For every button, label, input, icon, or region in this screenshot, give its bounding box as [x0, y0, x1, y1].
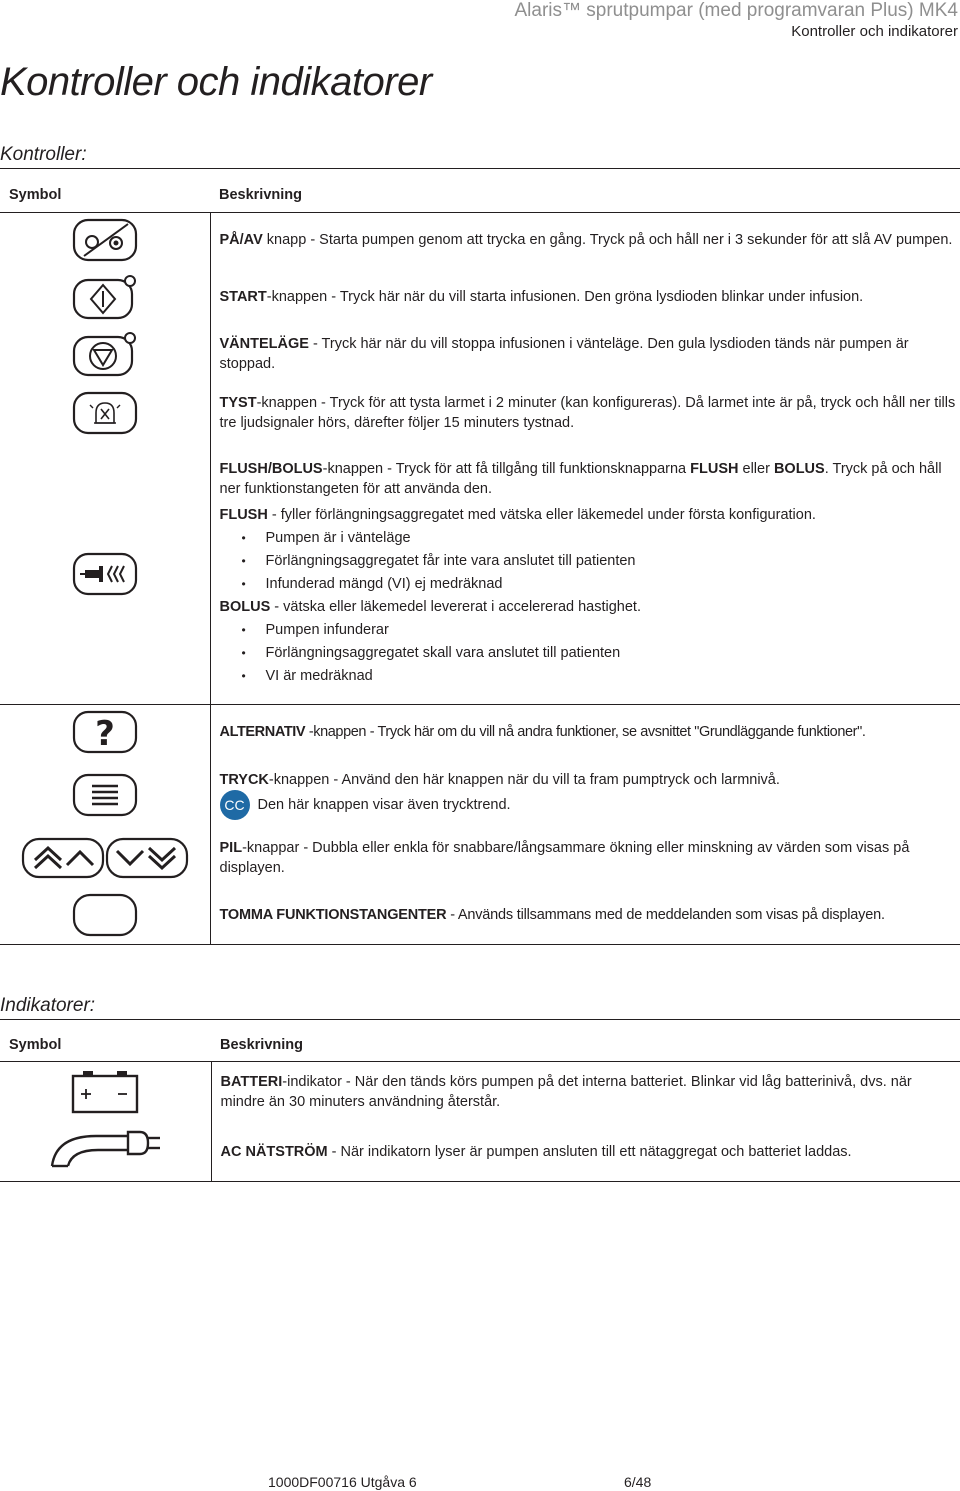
description-cell	[210, 704, 960, 760]
list-item: • Pumpen är i vänteläge	[220, 528, 957, 548]
flush-bolus-intro: -knappen - Tryck för att få tillgång till funktionsknapparna	[322, 460, 691, 477]
bolus-conditions-list	[220, 620, 957, 686]
bolus-keyword: BOLUS	[773, 460, 825, 477]
svg-text:?: ?	[94, 714, 115, 755]
list-item: • VI är medräknad	[220, 666, 957, 686]
power-icon	[0, 218, 210, 262]
symbol-cell	[0, 830, 210, 886]
flush-bolus-label: FLUSH/BOLUS	[219, 460, 323, 477]
arrow-keys-label: PIL	[219, 840, 243, 856]
description-column-header: Beskrivning	[210, 178, 960, 212]
ac-power-description: - När indikatorn lyser är pumpen ansluten till ett nätaggregat och batteriet laddas.	[327, 1143, 852, 1160]
document-id: 1000DF00716 Utgåva 6	[268, 1474, 417, 1490]
table-row	[0, 1123, 960, 1181]
list-item: • Pumpen infunderar	[220, 620, 957, 640]
flush-keyword: FLUSH	[690, 460, 739, 477]
description-cell	[210, 382, 960, 444]
ac-power-label: AC NÄTSTRÖM	[220, 1143, 328, 1160]
power-description: knapp - Starta pumpen genom att trycka en gång. Tryck på och håll ner i 3 sekunder för att slå AV pumpen.	[262, 232, 953, 249]
flush-bolus-icon	[0, 552, 210, 596]
softkey-icon	[0, 893, 210, 937]
description-cell	[211, 1061, 960, 1123]
indicators-table	[0, 1029, 960, 1182]
cc-badge-icon: CC	[220, 790, 250, 820]
silence-label: TYST	[219, 395, 257, 411]
symbol-cell	[0, 326, 210, 382]
bolus-description: - vätska eller läkemedel levererat i accelererad hastighet.	[270, 598, 641, 615]
ac-power-icon	[0, 1128, 211, 1176]
indicators-heading: Indikatorer:	[0, 995, 96, 1016]
symbol-cell	[0, 382, 210, 444]
flush-label: FLUSH	[219, 506, 268, 523]
flush-conditions-list	[220, 528, 957, 594]
pressure-description: -knappen - Använd den här knappen när du vill ta fram pumptryck och larmnivå.	[268, 772, 780, 788]
battery-description: -indikator - När den tänds körs pumpen på det interna batteriet. Blinkar vid låg batterinivå, dvs. när mindre än 30 minuters användning återstår.	[220, 1074, 912, 1111]
controls-table-header	[0, 178, 960, 212]
description-cell	[210, 268, 960, 326]
arrow-keys-description: -knappar - Dubbla eller enkla för snabbare/långsammare ökning eller minskning av värden som visas på displayen.	[219, 840, 910, 876]
indicators-table-header	[0, 1029, 960, 1061]
description-column-header: Beskrivning	[211, 1029, 960, 1061]
table-row	[0, 760, 960, 830]
table-row	[0, 886, 960, 944]
cc-description: Den här knappen visar även trycktrend.	[257, 796, 511, 813]
start-description: -knappen - Tryck här när du vill starta infusionen. Den gröna lysdioden blinkar under infusion.	[266, 289, 864, 305]
or-text: eller	[738, 460, 774, 477]
controls-heading: Kontroller:	[0, 144, 87, 165]
symbol-cell	[0, 760, 210, 830]
arrow-keys-icon	[0, 836, 210, 880]
table-row	[0, 326, 960, 382]
table-row	[0, 704, 960, 760]
softkeys-label: TOMMA FUNKTIONSTANGENTER	[219, 906, 447, 923]
table-row	[0, 212, 960, 268]
hold-description: - Tryck här när du vill stoppa infusionen i vänteläge. Den gula lysdioden tänds när pumpen är stoppad.	[219, 336, 909, 372]
pressure-label: TRYCK	[219, 772, 269, 788]
page-title: Kontroller och indikatorer	[0, 60, 432, 104]
power-label: PÅ/AV	[219, 232, 263, 249]
softkeys-description: - Används tillsammans med de meddelanden som visas på displayen.	[446, 906, 885, 923]
description-cell	[210, 212, 960, 268]
flush-description: - fyller förlängningsaggregatet med vätska eller läkemedel under första konfiguration.	[267, 506, 816, 523]
table-row	[0, 1061, 960, 1123]
list-item: • Förlängningsaggregatet skall vara anslutet till patienten	[220, 643, 957, 663]
pressure-icon	[0, 773, 210, 817]
silence-icon	[0, 391, 210, 435]
indicators-divider	[0, 1019, 960, 1020]
flush-bolus-intro-end: . Tryck på och håll ner funktionstangeten för att använda den.	[219, 460, 942, 497]
bolus-label: BOLUS	[219, 598, 271, 615]
description-cell	[210, 444, 960, 704]
list-item: • Förlängningsaggregatet får inte vara anslutet till patienten	[220, 551, 957, 571]
description-cell	[211, 1123, 960, 1181]
symbol-cell	[0, 704, 210, 760]
table-row	[0, 444, 960, 704]
document-product-title: Alaris™ sprutpumpar (med programvaran Plus) MK4	[514, 0, 958, 21]
battery-label: BATTERI	[220, 1074, 283, 1091]
start-icon	[0, 274, 210, 320]
symbol-cell	[0, 268, 210, 326]
battery-icon	[0, 1068, 211, 1116]
description-cell	[210, 886, 960, 944]
options-icon	[0, 710, 210, 754]
start-label: START	[219, 289, 267, 305]
hold-icon	[0, 331, 210, 377]
options-label: ALTERNATIV	[219, 724, 306, 741]
hold-label: VÄNTELÄGE	[219, 336, 309, 352]
symbol-cell	[0, 444, 210, 704]
table-row	[0, 268, 960, 326]
controls-divider	[0, 168, 960, 169]
symbol-cell	[0, 1061, 211, 1123]
symbol-column-header: Symbol	[0, 1029, 211, 1061]
silence-description: -knappen - Tryck för att tysta larmet i 2 minuter (kan konfigureras). Då larmet inte är på, tryck och håll ner tills tre ljudsignaler hörs, därefter följer 15 minuters tystnad.	[219, 395, 956, 431]
page-number: 6/48	[624, 1474, 652, 1490]
symbol-cell	[0, 1123, 211, 1181]
description-cell	[210, 830, 960, 886]
symbol-cell	[0, 886, 210, 944]
description-cell	[210, 760, 960, 830]
symbol-cell	[0, 212, 210, 268]
controls-table	[0, 178, 960, 945]
symbol-column-header: Symbol	[0, 178, 210, 212]
description-cell	[210, 326, 960, 382]
table-row	[0, 382, 960, 444]
table-row	[0, 830, 960, 886]
document-section-header: Kontroller och indikatorer	[791, 23, 958, 40]
options-description: -knappen - Tryck här om du vill nå andra funktioner, se avsnittet "Grundläggande funktioner".	[305, 724, 866, 741]
list-item: • Infunderad mängd (VI) ej medräknad	[220, 574, 957, 594]
